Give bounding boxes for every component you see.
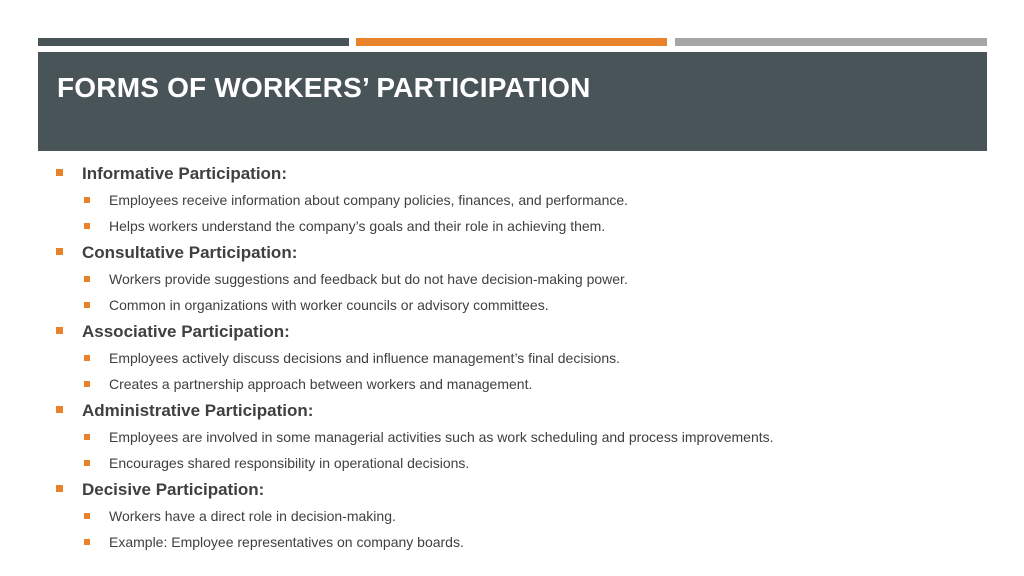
sub-bullet-text: Employees are involved in some managerial activities such as work scheduling and process improvements.	[109, 429, 774, 445]
small-square-bullet-icon	[84, 513, 90, 519]
sub-bullet-text: Workers have a direct role in decision-making.	[109, 508, 396, 524]
small-square-bullet-icon	[84, 223, 90, 229]
square-bullet-icon	[56, 327, 63, 334]
square-bullet-icon	[56, 169, 63, 176]
section-heading-row	[56, 318, 996, 345]
sub-bullet-text: Example: Employee representatives on company boards.	[109, 534, 464, 550]
small-square-bullet-icon	[84, 434, 90, 440]
sub-bullet-item	[56, 529, 996, 555]
section-heading-row	[56, 160, 996, 187]
small-square-bullet-icon	[84, 539, 90, 545]
small-square-bullet-icon	[84, 302, 90, 308]
section-heading-row	[56, 239, 996, 266]
sub-bullet-item	[56, 503, 996, 529]
sub-bullet-text: Creates a partnership approach between workers and management.	[109, 376, 533, 392]
sub-bullet-item	[56, 345, 996, 371]
section-item	[56, 160, 996, 239]
section-heading: Consultative Participation:	[82, 243, 298, 262]
square-bullet-icon	[56, 406, 63, 413]
section-item	[56, 318, 996, 397]
sub-bullet-item	[56, 450, 996, 476]
small-square-bullet-icon	[84, 460, 90, 466]
sub-bullet-text: Encourages shared responsibility in operational decisions.	[109, 455, 470, 471]
sub-bullet-text: Workers provide suggestions and feedback but do not have decision-making power.	[109, 271, 628, 287]
section-heading: Administrative Participation:	[82, 401, 314, 420]
sub-bullet-text: Employees receive information about company policies, finances, and performance.	[109, 192, 629, 208]
sub-bullet-text: Helps workers understand the company’s goals and their role in achieving them.	[109, 218, 606, 234]
bullet-list	[56, 160, 996, 555]
accent-bar-dark	[38, 38, 349, 46]
sub-bullet-text: Common in organizations with worker councils or advisory committees.	[109, 297, 549, 313]
sub-bullet-item	[56, 371, 996, 397]
sub-bullet-text: Employees actively discuss decisions and influence management’s final decisions.	[109, 350, 621, 366]
section-item	[56, 476, 996, 555]
section-heading-row	[56, 476, 996, 503]
sub-bullet-item	[56, 424, 996, 450]
section-heading-row	[56, 397, 996, 424]
small-square-bullet-icon	[84, 381, 90, 387]
accent-bar-gray	[675, 38, 987, 46]
small-square-bullet-icon	[84, 197, 90, 203]
square-bullet-icon	[56, 248, 63, 255]
sub-bullet-item	[56, 213, 996, 239]
accent-bar-orange	[356, 38, 667, 46]
sub-bullet-item	[56, 187, 996, 213]
section-heading: Informative Participation:	[82, 164, 287, 183]
section-heading: Associative Participation:	[82, 322, 290, 341]
section-item	[56, 397, 996, 476]
slide-title: FORMS OF WORKERS’ PARTICIPATION	[57, 72, 591, 103]
sub-bullet-item	[56, 292, 996, 318]
section-heading: Decisive Participation:	[82, 480, 265, 499]
sub-bullet-item	[56, 266, 996, 292]
small-square-bullet-icon	[84, 355, 90, 361]
title-band	[38, 52, 987, 151]
square-bullet-icon	[56, 485, 63, 492]
small-square-bullet-icon	[84, 276, 90, 282]
section-item	[56, 239, 996, 318]
